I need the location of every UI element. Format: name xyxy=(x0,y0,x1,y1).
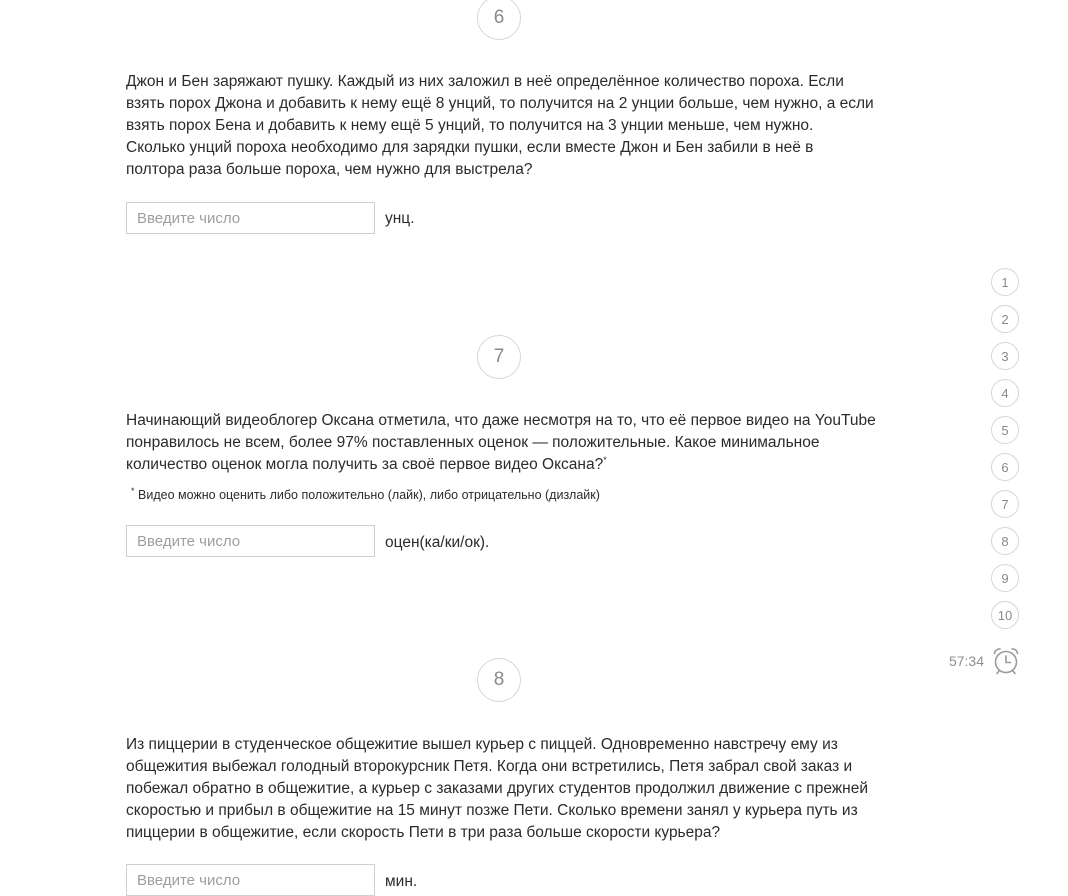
nav-item-4[interactable]: 4 xyxy=(991,379,1019,407)
nav-item-7[interactable]: 7 xyxy=(991,490,1019,518)
nav-item-10[interactable]: 10 xyxy=(991,601,1019,629)
question-7-number: 7 xyxy=(477,335,521,379)
nav-item-3[interactable]: 3 xyxy=(991,342,1019,370)
timer-value: 57:34 xyxy=(948,653,984,669)
nav-item-2[interactable]: 2 xyxy=(991,305,1019,333)
nav-item-6[interactable]: 6 xyxy=(991,453,1019,481)
question-7-answer-input[interactable] xyxy=(126,525,375,557)
footnote-marker: * xyxy=(131,485,135,496)
question-7-footnote xyxy=(131,485,600,502)
question-8-text: Из пиццерии в студенческое общежитие вышел курьер с пиццей. Одновременно навстречу ему из общежития выбежал голодный второкурсник Петя. Когда они встретились, Петя забрал свой заказ и побежал обратно в общежитие, а курьер с заказами других студентов продолжил движение с прежней скоростью и прибыл в общежитие на 15 минут позже Пети. Сколько времени занял у курьера путь из пиццерии в общежитие, если скорость Пети в три раза больше скорости курьера? xyxy=(126,736,868,841)
question-8-unit: мин. xyxy=(385,873,418,890)
alarm-clock-icon xyxy=(991,646,1021,676)
question-6-answer-input[interactable] xyxy=(126,202,375,234)
question-7-text xyxy=(126,410,876,476)
question-6-unit: унц. xyxy=(385,210,415,227)
question-nav xyxy=(991,268,1019,638)
question-7-unit: оцен(ка/ки/ок). xyxy=(385,534,490,551)
question-6-text: Джон и Бен заряжают пушку. Каждый из них заложил в неё определённое количество пороха. Если взять порох Джона и добавить к нему ещё 8 унций, то получится на 2 унции больше, чем нужно, а если взять порох Бена и добавить к нему ещё 5 унций, то получится на 3 унции меньше, чем нужно. Сколько унций пороха необходимо для зарядки пушки, если вместе Джон и Бен забили в неё в полтора раза больше пороха, чем нужно для выстрела? xyxy=(126,73,874,178)
timer xyxy=(940,646,1021,676)
nav-item-8[interactable]: 8 xyxy=(991,527,1019,555)
question-8-answer-input[interactable] xyxy=(126,864,375,896)
question-8-number: 8 xyxy=(477,658,521,702)
question-7-text-body: Начинающий видеоблогер Оксана отметила, что даже несмотря на то, что её первое видео на YouTube понравилось не всем, более 97% поставленных оценок — положительные. Какое минимальное количество оценок могла получить за своё первое видео Оксана? xyxy=(126,412,876,473)
question-6-number: 6 xyxy=(477,0,521,40)
nav-item-5[interactable]: 5 xyxy=(991,416,1019,444)
question-7-note-marker: * xyxy=(603,454,607,465)
footnote-text: Видео можно оценить либо положительно (лайк), либо отрицательно (дизлайк) xyxy=(138,488,600,502)
nav-item-1[interactable]: 1 xyxy=(991,268,1019,296)
nav-item-9[interactable]: 9 xyxy=(991,564,1019,592)
